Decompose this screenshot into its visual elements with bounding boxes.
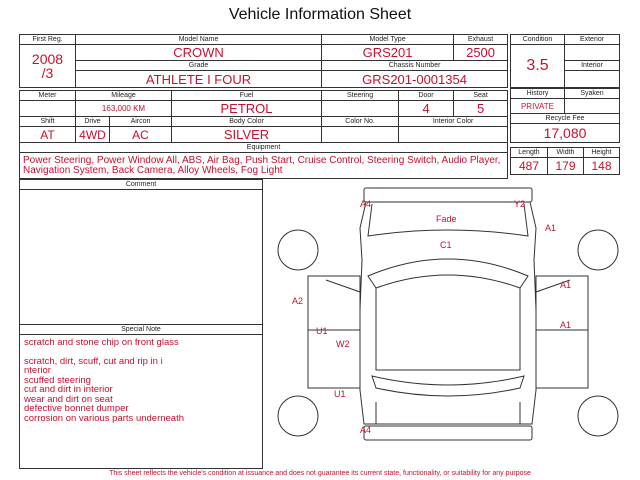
special-note-box — [19, 324, 263, 469]
length-value: 487 — [511, 158, 548, 175]
comment-label: Comment — [20, 180, 262, 190]
vehicle-info-table — [19, 34, 508, 179]
damage-mark: C1 — [440, 240, 452, 250]
label-first-reg: First Reg. — [20, 35, 76, 45]
special-note-item: cut and dirt in interior — [24, 384, 113, 395]
model-type-value: GRS201 — [322, 45, 454, 61]
width-value: 179 — [548, 158, 584, 175]
fuel-value: PETROL — [172, 101, 322, 117]
label-model-name: Model Name — [76, 35, 322, 45]
damage-mark: U1 — [316, 326, 328, 336]
front-bumper — [364, 188, 532, 202]
damage-mark: U1 — [334, 389, 346, 399]
label-mileage: Mileage — [76, 91, 172, 101]
seat-value: 5 — [454, 101, 508, 117]
label-height: Height — [584, 148, 620, 158]
label-syaken: Syaken — [565, 89, 620, 99]
shift-value: AT — [20, 127, 76, 143]
comment-box — [19, 179, 263, 325]
page-title: Vehicle Information Sheet — [228, 6, 412, 23]
rear-bumper — [364, 426, 532, 440]
label-condition: Condition — [511, 35, 565, 45]
rear-right-wheel — [578, 396, 618, 436]
label-equipment: Equipment — [20, 143, 508, 153]
special-note-label: Special Note — [20, 325, 262, 335]
damage-mark: A4 — [360, 199, 372, 209]
recycle-fee-value: 17,080 — [511, 124, 620, 143]
label-aircon: Aircon — [110, 117, 172, 127]
history-value: PRIVATE — [511, 99, 565, 114]
label-recycle-fee: Recycle Fee — [511, 114, 620, 124]
right-side-panel — [536, 276, 588, 388]
dimensions-table — [510, 147, 620, 175]
syaken-value — [565, 99, 620, 114]
history-table — [510, 88, 620, 143]
label-history: History — [511, 89, 565, 99]
front-left-wheel — [278, 230, 318, 270]
car-roof — [376, 288, 520, 370]
special-note-item: corrosion on various parts underneath — [24, 412, 185, 424]
first-reg-year: 2008 — [31, 51, 64, 67]
label-door: Door — [399, 91, 454, 101]
special-note-item: wear and dirt on seat — [24, 393, 113, 405]
body-color-value: SILVER — [172, 127, 322, 143]
label-chassis-number: Chassis Number — [322, 61, 508, 71]
meter-value — [20, 101, 76, 117]
damage-mark: A1 — [560, 280, 572, 290]
label-steering: Steering — [322, 91, 399, 101]
condition-table — [510, 34, 620, 88]
aircon-value: AC — [110, 127, 172, 143]
damage-mark: A1 — [560, 320, 572, 330]
damage-mark: Y2 — [514, 199, 526, 209]
condition-value: 3.5 — [511, 45, 565, 88]
interior-color-value — [399, 127, 508, 143]
car-body-outline — [360, 202, 536, 424]
label-meter: Meter — [20, 91, 76, 101]
label-exterior: Exterior — [565, 35, 620, 45]
special-note-item: scratch, dirt, scuff, cut and rip in i nterior — [24, 355, 163, 376]
label-model-type: Model Type — [322, 35, 454, 45]
label-grade: Grade — [76, 61, 322, 71]
label-seat: Seat — [454, 91, 508, 101]
label-drive: Drive — [76, 117, 110, 127]
special-note-list — [20, 335, 262, 426]
footer-disclaimer: This sheet reflects the vehicle's condition at issuance and does not guarantee its current state, functionality, or suitability for any purpose — [109, 470, 531, 477]
interior-value — [565, 71, 620, 88]
label-interior: Interior — [565, 61, 620, 71]
label-fuel: Fuel — [172, 91, 322, 101]
rear-left-wheel — [278, 396, 318, 436]
car-damage-diagram — [268, 180, 620, 470]
label-color-no: Color No. — [322, 117, 399, 127]
first-reg-value — [20, 45, 76, 88]
steering-value — [322, 101, 399, 117]
damage-mark: W2 — [336, 339, 350, 349]
comment-text — [20, 190, 262, 196]
damage-mark: A2 — [292, 296, 304, 306]
mileage-value: 163,000 KM — [76, 101, 172, 117]
left-mirror — [326, 280, 360, 292]
label-length: Length — [511, 148, 548, 158]
label-body-color: Body Color — [172, 117, 322, 127]
car-trunk — [376, 402, 520, 424]
model-name-value: CROWN — [76, 45, 322, 61]
height-value: 148 — [584, 158, 620, 175]
car-windshield — [368, 259, 528, 288]
label-exhaust: Exhaust — [454, 35, 508, 45]
label-interior-color: Interior Color — [399, 117, 508, 127]
equipment-value: Power Steering, Power Window All, ABS, Air Bag, Push Start, Cruise Control, Steering Switch, Audio Player, Navigation System, Back Camera, Alloy Wheels, Fog Light — [20, 153, 508, 179]
exterior-value — [565, 45, 620, 61]
drive-value: 4WD — [76, 127, 110, 143]
grade-value: ATHLETE I FOUR — [76, 71, 322, 88]
door-value: 4 — [399, 101, 454, 117]
special-note-item: defective bonnet dumper — [24, 403, 129, 414]
damage-mark: A1 — [545, 223, 557, 233]
special-note-item: scratch and stone chip on front glass — [24, 337, 179, 348]
chassis-number-value: GRS201-0001354 — [322, 71, 508, 88]
front-right-wheel — [578, 230, 618, 270]
damage-mark: A4 — [360, 425, 372, 435]
exhaust-value: 2500 — [454, 45, 508, 61]
first-reg-month: /3 — [41, 65, 54, 81]
color-no-value — [322, 127, 399, 143]
damage-mark: Fade — [436, 214, 457, 224]
special-note-item: scuffed steering — [24, 374, 91, 386]
label-width: Width — [548, 148, 584, 158]
car-rear-window — [372, 376, 524, 396]
label-shift: Shift — [20, 117, 76, 127]
